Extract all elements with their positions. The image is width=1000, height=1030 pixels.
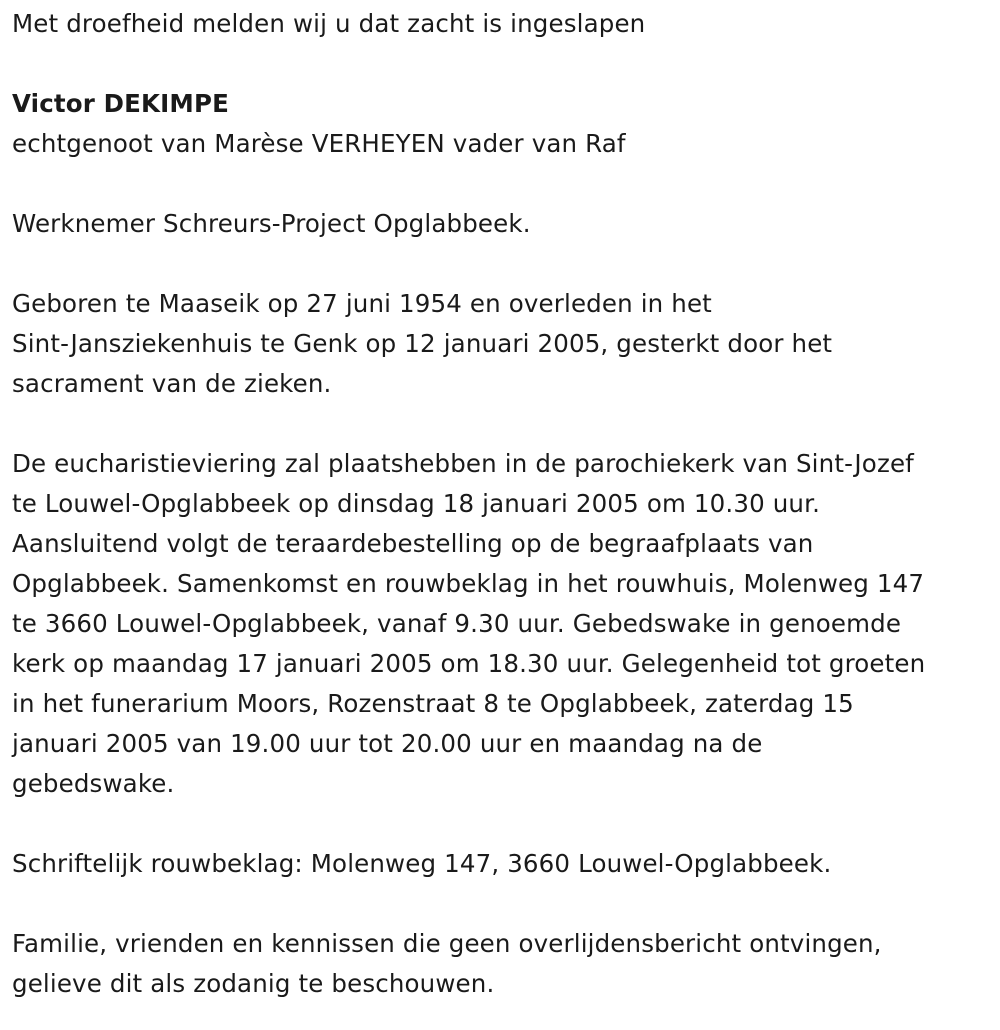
- occupation-text: Werknemer Schreurs-Project Opglabbeek.: [12, 209, 531, 238]
- paragraph-line: januari 2005 van 19.00 uur tot 20.00 uur en maandag na de: [12, 729, 763, 758]
- paragraph-line: te Louwel-Opglabbeek op dinsdag 18 januari 2005 om 10.30 uur.: [12, 489, 821, 518]
- written-condolences-text: Schriftelijk rouwbeklag: Molenweg 147, 3660 Louwel-Opglabbeek.: [12, 849, 832, 878]
- relations-text: echtgenoot van Marèse VERHEYEN vader van Raf: [12, 129, 626, 158]
- paragraph-line: De eucharistieviering zal plaatshebben in de parochiekerk van Sint-Jozef: [12, 449, 914, 478]
- spacer: [12, 404, 988, 444]
- paragraph-line: te 3660 Louwel-Opglabbeek, vanaf 9.30 uur. Gebedswake in genoemde: [12, 609, 902, 638]
- paragraph-line: Familie, vrienden en kennissen die geen overlijdensbericht ontvingen,: [12, 929, 882, 958]
- spacer: [12, 884, 988, 924]
- paragraph-line: Aansluitend volgt de teraardebestelling op de begraafplaats van: [12, 529, 814, 558]
- closing-paragraph: [12, 924, 988, 1004]
- spacer: [12, 804, 988, 844]
- paragraph-line: Sint-Jansziekenhuis te Genk op 12 januari 2005, gesterkt door het: [12, 329, 833, 358]
- birth-death-paragraph: [12, 284, 988, 404]
- deceased-name: Victor DEKIMPE: [12, 89, 229, 118]
- paragraph-line: sacrament van de zieken.: [12, 369, 332, 398]
- spacer: [12, 244, 988, 284]
- paragraph-line: Geboren te Maaseik op 27 juni 1954 en overleden in het: [12, 289, 712, 318]
- paragraph-line: Opglabbeek. Samenkomst en rouwbeklag in het rouwhuis, Molenweg 147: [12, 569, 925, 598]
- ceremony-paragraph: [12, 444, 988, 804]
- paragraph-line: gebedswake.: [12, 769, 175, 798]
- paragraph-line: kerk op maandag 17 januari 2005 om 18.30 uur. Gelegenheid tot groeten: [12, 649, 926, 678]
- paragraph-line: gelieve dit als zodanig te beschouwen.: [12, 969, 495, 998]
- paragraph-line: in het funerarium Moors, Rozenstraat 8 te Opglabbeek, zaterdag 15: [12, 689, 854, 718]
- spacer: [12, 164, 988, 204]
- intro-text: Met droefheid melden wij u dat zacht is ingeslapen: [12, 9, 646, 38]
- spacer: [12, 44, 988, 84]
- obituary-notice: [12, 4, 988, 1004]
